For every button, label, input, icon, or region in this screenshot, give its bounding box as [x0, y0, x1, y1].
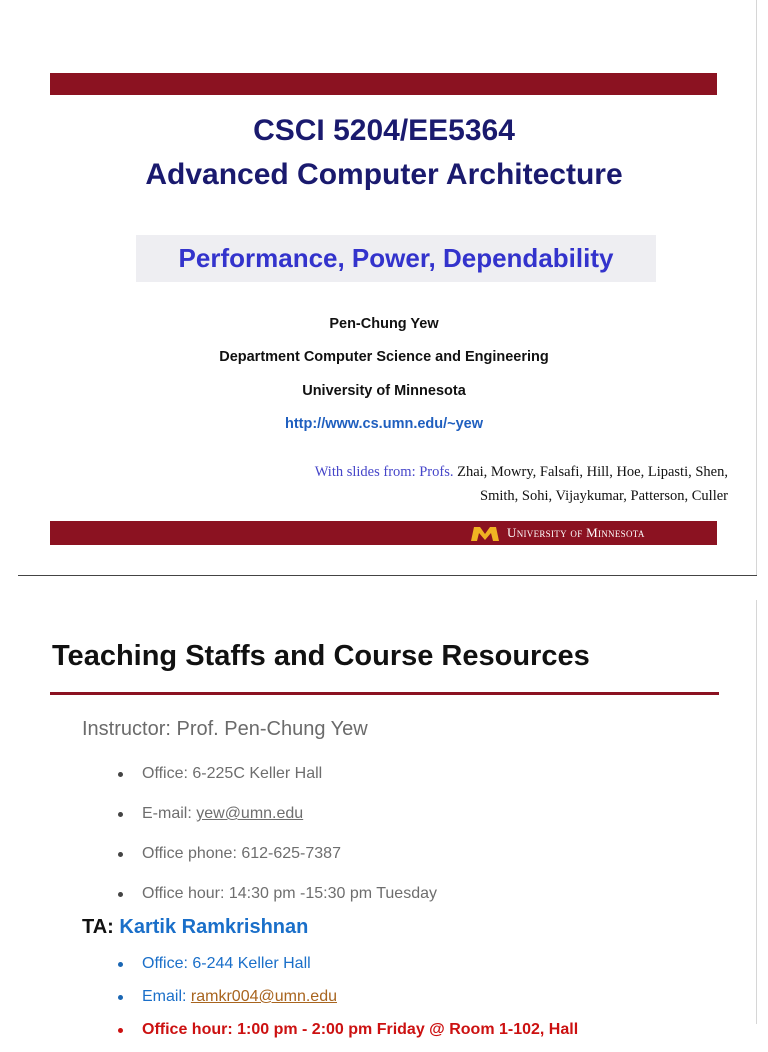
umn-logo-text: University of Minnesota [507, 525, 645, 540]
umn-logo [465, 521, 701, 545]
bullet-icon [118, 962, 123, 967]
credits-line-1 [228, 460, 728, 484]
bullet-icon [118, 852, 123, 857]
ta-label: TA: [82, 916, 114, 938]
email-label: E-mail: [142, 805, 197, 822]
slide-edge-right [756, 600, 757, 1024]
instructor-email-link[interactable]: yew@umn.edu [196, 805, 304, 822]
ta-email-link[interactable]: ramkr004@umn.edu [190, 988, 337, 1005]
slide-edge-right [756, 0, 757, 576]
credits-names-2: Smith, Sohi, Vijaykumar, Patterson, Culler [480, 488, 728, 504]
course-code: CSCI 5204/EE5364 [253, 114, 515, 147]
top-maroon-bar [50, 73, 717, 95]
instructor-details [118, 763, 437, 923]
instructor-line: Instructor: Prof. Pen-Chung Yew [82, 718, 368, 740]
title-underline [50, 692, 719, 695]
list-item [118, 953, 578, 986]
ta-office-hour: Office hour: 1:00 pm - 2:00 pm Friday @ Room 1-102, Hall [142, 1021, 579, 1038]
university-name: University of Minnesota [302, 383, 466, 399]
ta-heading [82, 916, 308, 939]
subtitle-box [136, 235, 656, 282]
umn-m-logo-icon [471, 525, 499, 541]
ta-email-label: Email: [142, 988, 191, 1005]
department-name: Department Computer Science and Engineering [219, 349, 549, 365]
instructor-office-hour: Office hour: 14:30 pm -15:30 pm Tuesday [142, 885, 437, 902]
slide-title: Teaching Staffs and Course Resources [52, 640, 590, 672]
ta-name: Kartik Ramkrishnan [119, 916, 309, 938]
credits-names-1: Zhai, Mowry, Falsafi, Hill, Hoe, Lipasti, Shen, [457, 464, 728, 480]
credits-lead: With slides from: Profs. [314, 464, 454, 480]
course-title: Advanced Computer Architecture [145, 158, 623, 191]
slide-divider [18, 575, 757, 576]
instructor-phone: Office phone: 612-625-7387 [142, 845, 341, 862]
list-item [118, 763, 437, 803]
homepage-link[interactable]: http://www.cs.umn.edu/~yew [284, 416, 484, 432]
author-name: Pen-Chung Yew [329, 316, 439, 332]
bullet-icon [118, 995, 123, 1000]
subtitle: Performance, Power, Dependability [178, 243, 614, 273]
homepage-link-line [0, 416, 768, 432]
ta-details [118, 953, 578, 1052]
bullet-icon [118, 772, 123, 777]
slide-credits [228, 460, 728, 508]
instructor-office: Office: 6-225C Keller Hall [142, 765, 323, 782]
list-item [118, 803, 437, 843]
list-item [118, 986, 578, 1019]
ta-office: Office: 6-244 Keller Hall [142, 955, 311, 972]
bottom-maroon-bar [50, 521, 717, 545]
bullet-icon [118, 1028, 123, 1033]
bullet-icon [118, 892, 123, 897]
list-item [118, 843, 437, 883]
bullet-icon [118, 812, 123, 817]
teaching-staff-slide [0, 600, 768, 1038]
